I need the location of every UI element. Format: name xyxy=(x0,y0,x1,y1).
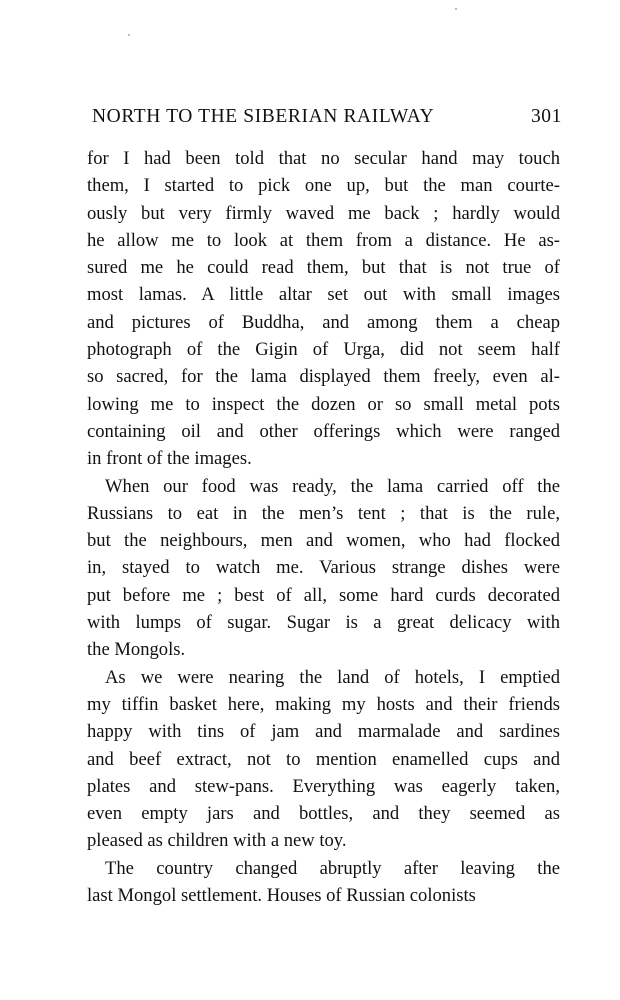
text-line: When our food was ready, the lama carried off the xyxy=(105,475,560,497)
text-line: Russians to eat in the men’s tent ; that is the rule, xyxy=(87,502,560,524)
text-line: and pictures of Buddha, and among them a cheap xyxy=(87,311,560,333)
text-line: for I had been told that no secular hand may touch xyxy=(87,148,560,169)
text-line: in front of the images. xyxy=(87,448,252,470)
text-line: and beef extract, not to mention enamelled cups and xyxy=(87,748,560,770)
text-line: sured me he could read them, but that is not true of xyxy=(87,257,560,279)
text-line: plates and stew-pans. Everything was eagerly taken, xyxy=(87,775,560,797)
text-line: lowing me to inspect the dozen or so small metal pots xyxy=(87,393,560,415)
text-line: but the neighbours, men and women, who had flocked xyxy=(87,530,560,552)
text-line: so sacred, for the lama displayed them freely, even al- xyxy=(87,366,560,388)
text-line: pleased as children with a new toy. xyxy=(87,830,347,852)
text-line: in, stayed to watch me. Various strange dishes were xyxy=(87,557,560,579)
scan-speck xyxy=(128,34,130,36)
text-line: As we were nearing the land of hotels, I emptied xyxy=(105,666,560,688)
text-line: even empty jars and bottles, and they seemed as xyxy=(87,803,560,825)
running-header xyxy=(92,106,562,128)
text-line: photograph of the Gigin of Urga, did not seem half xyxy=(87,339,560,361)
running-title: NORTH TO THE SIBERIAN RAILWAY xyxy=(92,106,435,127)
text-line: with lumps of sugar. Sugar is a great delicacy with xyxy=(87,612,560,634)
text-line: most lamas. A little altar set out with small images xyxy=(87,284,560,306)
text-line: last Mongol settlement. Houses of Russian colonists xyxy=(87,885,476,907)
text-line: he allow me to look at them from a distance. He as- xyxy=(87,229,560,251)
text-line: happy with tins of jam and marmalade and sardines xyxy=(87,721,560,743)
page-number: 301 xyxy=(530,106,562,127)
text-line: them, I started to pick one up, but the man courte- xyxy=(87,175,560,197)
text-line: The country changed abruptly after leaving the xyxy=(105,857,560,879)
text-line: my tiffin basket here, making my hosts and their friends xyxy=(87,693,560,715)
page-body xyxy=(87,145,560,909)
scan-speck xyxy=(455,8,457,10)
text-line: ously but very firmly waved me back ; hardly would xyxy=(87,202,560,224)
text-line: the Mongols. xyxy=(87,639,186,661)
text-line: containing oil and other offerings which were ranged xyxy=(87,420,560,442)
text-line: put before me ; best of all, some hard curds decorated xyxy=(87,584,560,606)
